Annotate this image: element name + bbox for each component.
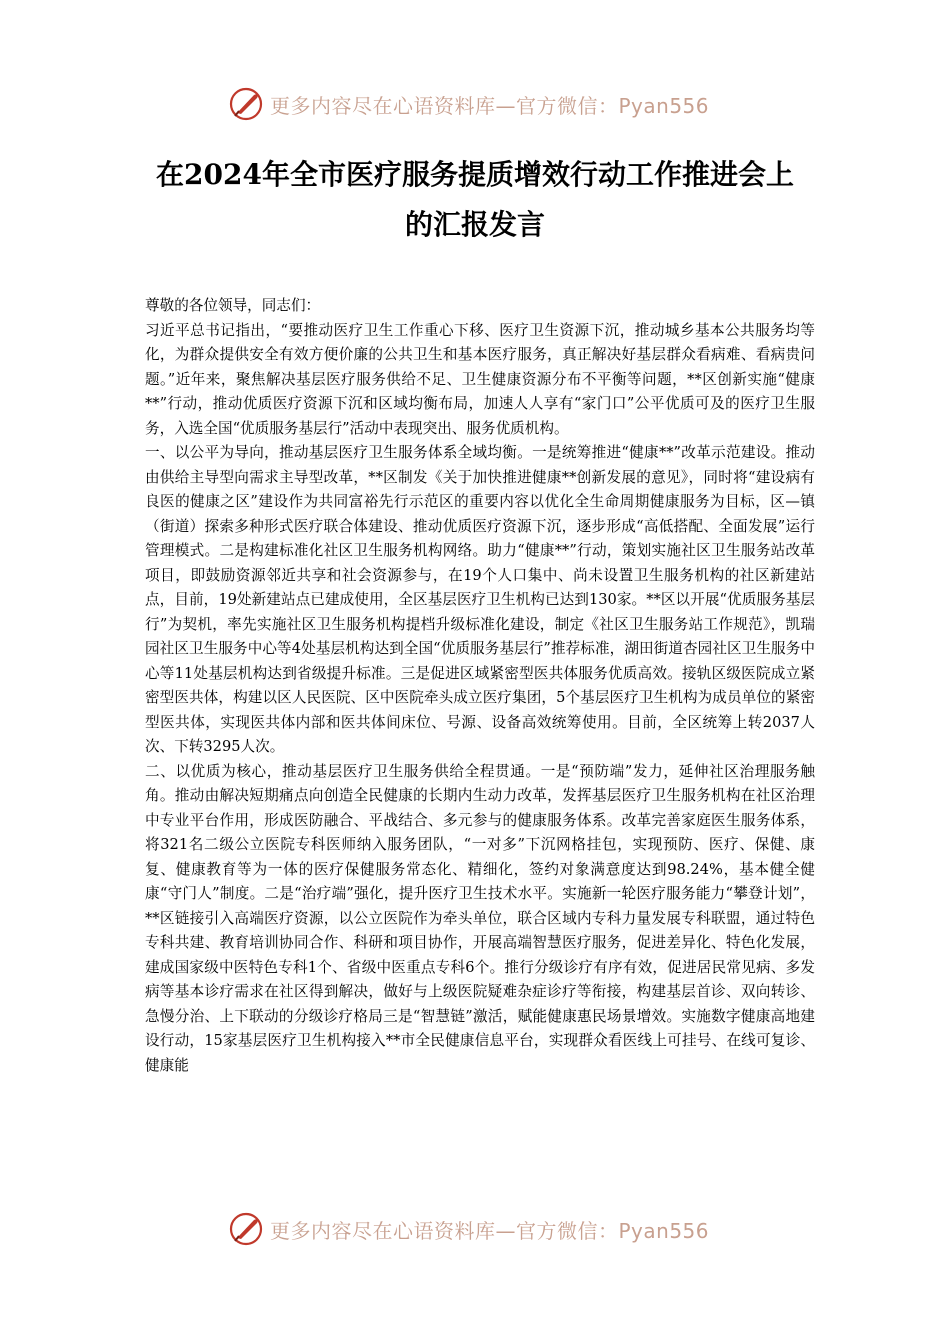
footer-banner [228, 1209, 728, 1249]
quill-pen-icon [228, 1211, 264, 1247]
paragraph-intro: 习近平总书记指出，“要推动医疗卫生工作重心下移、医疗卫生资源下沉，推动城乡基本公共服务均等化，为群众提供安全有效方便价廉的公共卫生和基本医疗服务，真正解决好基层群众看病难、看病贵问题。”近年来，聚焦解决基层医疗服务供给不足、卫生健康资源分布不平衡等问题，**区创新实施“健康**”行动，推动优质医疗资源下沉和区域均衡布局，加速人人享有“家门口”公平优质可及的医疗卫生服务，入选全国“优质服务基层行”活动中表现突出、服务优质机构。 [145, 321, 815, 437]
document-body [145, 294, 815, 1078]
page-title [100, 150, 850, 250]
banner-text: 更多内容尽在心语资料库—官方微信：Pyan556 [270, 1218, 710, 1243]
salutation: 尊敬的各位领导，同志们： [145, 297, 321, 314]
paragraph-section-1: 一、以公平为导向，推动基层医疗卫生服务体系全域均衡。一是统筹推进“健康**”改革示范建设。推动由供给主导型向需求主导型改革，**区制发《关于加快推进健康**创新发展的意见》，同时将“建设病有良医的健康之区”建设作为共同富裕先行示范区的重要内容以优化全生命周期健康服务为目标，区—镇（街道）探索多种形式医疗联合体建设、推动优质医疗资源下沉，逐步形成“高低搭配、全面发展”运行管理模式。二是构建标准化社区卫生服务机构网络。助力“健康**”行动，策划实施社区卫生服务站改革项目，即鼓励资源邻近共享和社会资源参与，在19个人口集中、尚未设置卫生服务机构的社区新建站点，目前，19处新建站点已建成使用，全区基层医疗卫生机构已达到130家。**区以开展“优质服务基层行”为契机，率先实施社区卫生服务机构提档升级标准化建设，制定《社区卫生服务站工作规范》，凯瑞园社区卫生服务中心等4处基层机构达到全国“优质服务基层行”推荐标准，湖田街道杏园社区卫生服务中心等11处基层机构达到省级提升标准。三是促进区域紧密型医共体服务优质高效。接轨区级医院成立紧密型医共体，构建以区人民医院、区中医院牵头成立医疗集团，5个基层医疗卫生机构为成员单位的紧密型医共体，实现医共体内部和医共体间床位、号源、设备高效统筹使用。目前，全区统筹上转2037人次、下转3295人次。 [145, 444, 815, 755]
banner-text: 更多内容尽在心语资料库—官方微信：Pyan556 [270, 93, 710, 118]
header-banner [228, 84, 728, 124]
quill-pen-icon [228, 86, 264, 122]
title-line-2: 的汇报发言 [404, 208, 545, 241]
paragraph-section-2: 二、以优质为核心，推动基层医疗卫生服务供给全程贯通。一是“预防端”发力，延伸社区治理服务触角。推动由解决短期痛点向创造全民健康的长期内生动力改革，发挥基层医疗卫生服务机构在社区治理中专业平台作用，形成医防融合、平战结合、多元参与的健康服务体系。改革完善家庭医生服务体系，将321名二级公立医院专科医师纳入服务团队，“一对多”下沉网格挂包，实现预防、医疗、保健、康复、健康教育等为一体的医疗保健服务常态化、精细化，签约对象满意度达到98.24%，基本健全健康“守门人”制度。二是“治疗端”强化，提升医疗卫生技术水平。实施新一轮医疗服务能力“攀登计划”，**区链接引入高端医疗资源，以公立医院作为牵头单位，联合区域内专科力量发展专科联盟，通过特色专科共建、教育培训协同合作、科研和项目协作，开展高端智慧医疗服务，促进差异化、特色化发展，建成国家级中医特色专科1个、省级中医重点专科6个。推行分级诊疗有序有效，促进居民常见病、多发病等基本诊疗需求在社区得到解决，做好与上级医院疑难杂症诊疗等衔接，构建基层首诊、双向转诊、急慢分治、上下联动的分级诊疗格局三是“智慧链”激活，赋能健康惠民场景增效。实施数字健康高地建设行动，15家基层医疗卫生机构接入**市全民健康信息平台，实现群众看医线上可挂号、在线可复诊、健康能 [145, 762, 815, 1074]
title-line-1: 在2024年全市医疗服务提质增效行动工作推进会上 [156, 158, 794, 191]
